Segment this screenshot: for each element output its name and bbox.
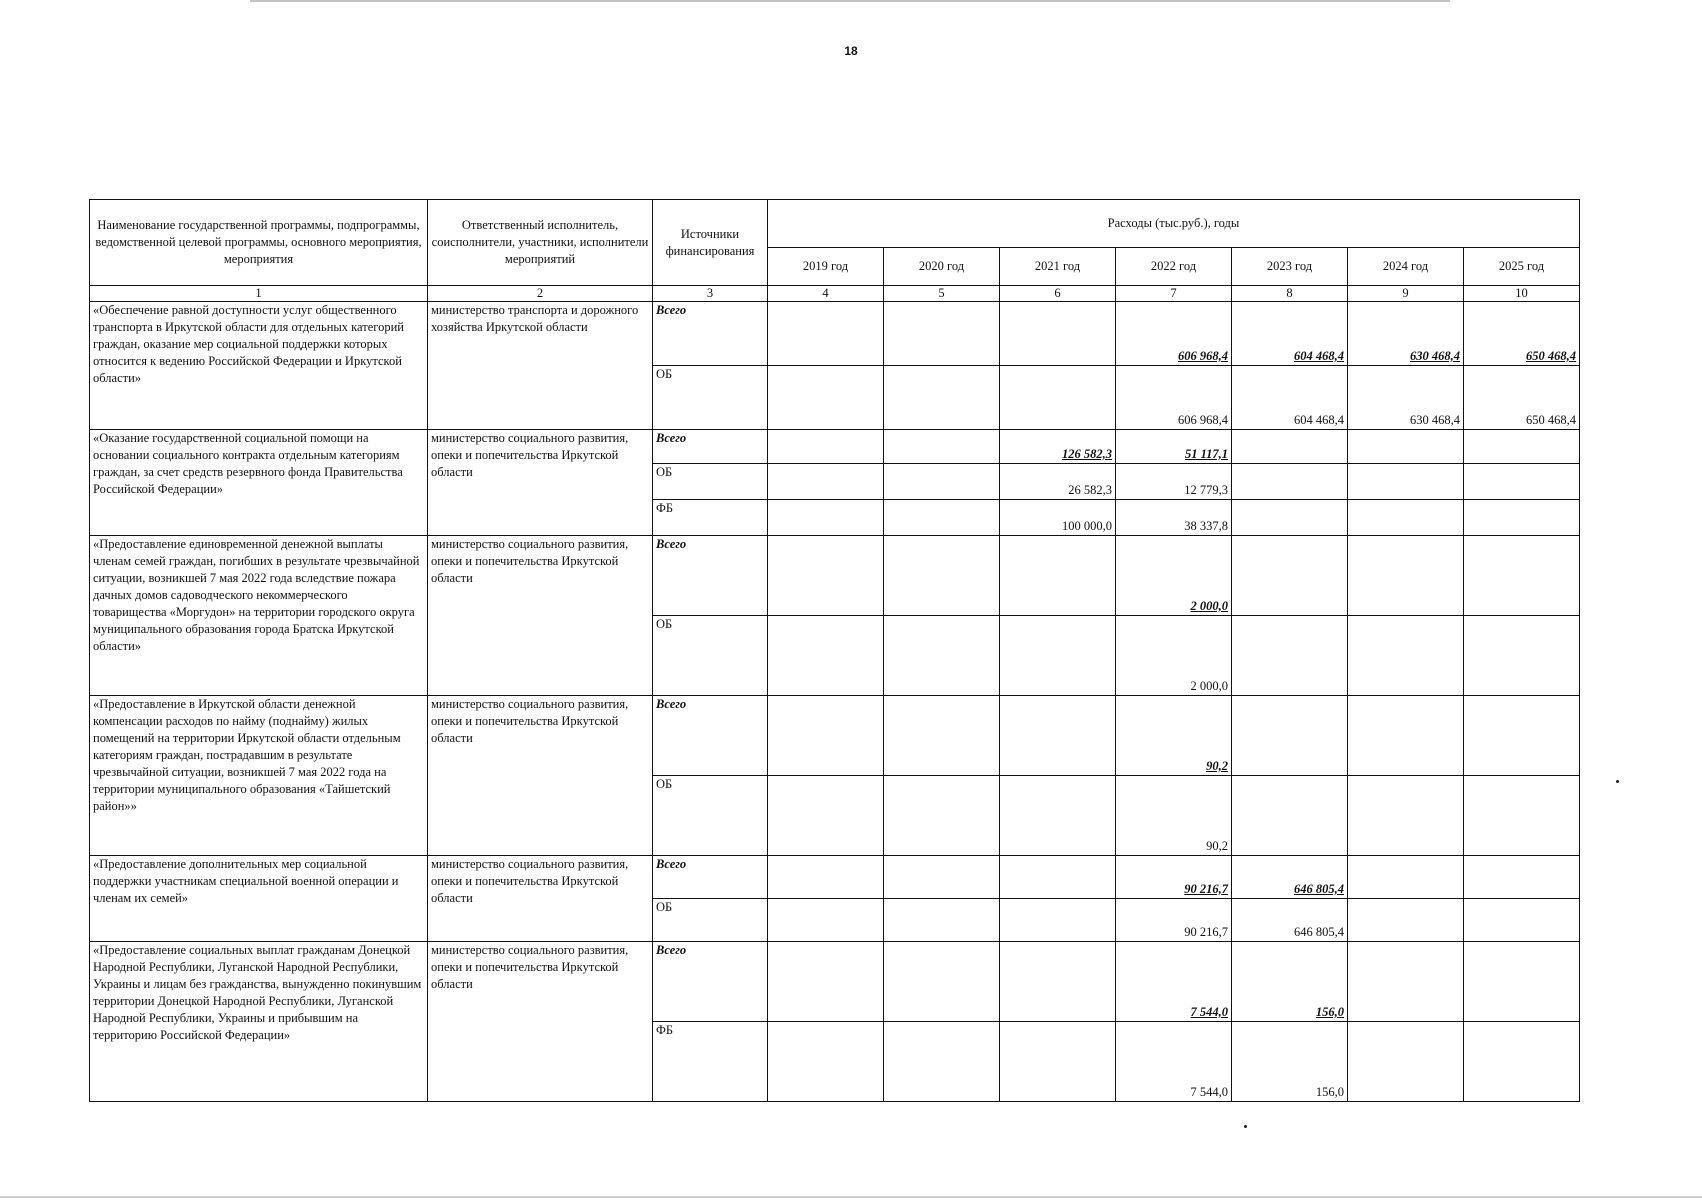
expense-value: 38 337,8 bbox=[1116, 500, 1232, 536]
expense-value bbox=[884, 430, 1000, 464]
table-row bbox=[90, 942, 1580, 1022]
funding-source: Всего bbox=[653, 430, 768, 464]
funding-source: ОБ bbox=[653, 616, 768, 696]
header-year: 2024 год bbox=[1348, 248, 1464, 286]
scan-edge-bottom bbox=[0, 1196, 1702, 1198]
measure-name: «Оказание государственной социальной помощи на основании социального контракта отдельным категориям граждан, за счет средств резервного фонда Правительства Российской Федерации» bbox=[90, 430, 428, 536]
header-executor: Ответственный исполнитель, соисполнители, участники, исполнители мероприятий bbox=[428, 200, 653, 286]
expense-value bbox=[1348, 536, 1464, 616]
column-number-row bbox=[90, 286, 1580, 302]
expense-value bbox=[1232, 500, 1348, 536]
expense-value: 606 968,4 bbox=[1116, 366, 1232, 430]
expense-value bbox=[768, 500, 884, 536]
responsible-executor: министерство транспорта и дорожного хозяйства Иркутской области bbox=[428, 302, 653, 430]
expense-value bbox=[1000, 366, 1116, 430]
expense-value bbox=[884, 536, 1000, 616]
expense-value bbox=[1348, 776, 1464, 856]
expense-value bbox=[884, 899, 1000, 942]
funding-source: Всего bbox=[653, 536, 768, 616]
expense-value bbox=[1232, 536, 1348, 616]
column-number: 1 bbox=[90, 286, 428, 302]
expense-value bbox=[884, 696, 1000, 776]
column-number: 10 bbox=[1464, 286, 1580, 302]
expense-value bbox=[1000, 899, 1116, 942]
expense-value bbox=[1348, 899, 1464, 942]
budget-table bbox=[89, 199, 1580, 1102]
header-year: 2021 год bbox=[1000, 248, 1116, 286]
expense-value bbox=[1232, 616, 1348, 696]
expense-value: 646 805,4 bbox=[1232, 899, 1348, 942]
expense-value bbox=[1464, 942, 1580, 1022]
header-year: 2022 год bbox=[1116, 248, 1232, 286]
responsible-executor: министерство социального развития, опеки и попечительства Иркутской области bbox=[428, 942, 653, 1102]
expense-value bbox=[1232, 776, 1348, 856]
header-name: Наименование государственной программы, подпрограммы, ведомственной целевой программы, основного мероприятия, мероприятия bbox=[90, 200, 428, 286]
table-row bbox=[90, 696, 1580, 776]
expense-value: 650 468,4 bbox=[1464, 302, 1580, 366]
table-row bbox=[90, 856, 1580, 899]
header-year: 2020 год bbox=[884, 248, 1000, 286]
funding-source: Всего bbox=[653, 302, 768, 366]
header-year: 2025 год bbox=[1464, 248, 1580, 286]
column-number: 7 bbox=[1116, 286, 1232, 302]
expense-value bbox=[1000, 776, 1116, 856]
expense-value bbox=[768, 430, 884, 464]
expense-value bbox=[1348, 430, 1464, 464]
funding-source: Всего bbox=[653, 942, 768, 1022]
expense-value: 90,2 bbox=[1116, 696, 1232, 776]
expense-value bbox=[768, 616, 884, 696]
funding-source: ОБ bbox=[653, 899, 768, 942]
expense-value bbox=[1348, 942, 1464, 1022]
expense-value: 51 117,1 bbox=[1116, 430, 1232, 464]
expense-value bbox=[768, 899, 884, 942]
responsible-executor: министерство социального развития, опеки и попечительства Иркутской области bbox=[428, 430, 653, 536]
funding-source: ФБ bbox=[653, 1022, 768, 1102]
funding-source: Всего bbox=[653, 856, 768, 899]
column-number: 2 bbox=[428, 286, 653, 302]
header-expenses: Расходы (тыс.руб.), годы bbox=[768, 200, 1580, 248]
expense-value bbox=[768, 464, 884, 500]
responsible-executor: министерство социального развития, опеки и попечительства Иркутской области bbox=[428, 696, 653, 856]
expense-value bbox=[768, 536, 884, 616]
expense-value bbox=[768, 942, 884, 1022]
expense-value bbox=[884, 500, 1000, 536]
expense-value: 90,2 bbox=[1116, 776, 1232, 856]
expense-value bbox=[768, 776, 884, 856]
column-number: 5 bbox=[884, 286, 1000, 302]
funding-source: ОБ bbox=[653, 464, 768, 500]
table-row bbox=[90, 536, 1580, 616]
measure-name: «Предоставление в Иркутской области денежной компенсации расходов по найму (поднайму) жилых помещений на территории Иркутской области отдельным категориям граждан, пострадавшим в результате чрезвычайной ситуации, возникшей 7 мая 2022 года на территории муниципального образования «Тайшетский район»» bbox=[90, 696, 428, 856]
expense-value bbox=[1348, 500, 1464, 536]
expense-value bbox=[884, 1022, 1000, 1102]
expense-value bbox=[1348, 1022, 1464, 1102]
expense-value bbox=[884, 464, 1000, 500]
expense-value bbox=[1232, 430, 1348, 464]
expense-value: 7 544,0 bbox=[1116, 942, 1232, 1022]
expense-value bbox=[884, 366, 1000, 430]
column-number: 3 bbox=[653, 286, 768, 302]
funding-source: Всего bbox=[653, 696, 768, 776]
table-row bbox=[90, 430, 1580, 464]
funding-source: ОБ bbox=[653, 776, 768, 856]
expense-value: 126 582,3 bbox=[1000, 430, 1116, 464]
expense-value bbox=[1348, 616, 1464, 696]
funding-source: ОБ bbox=[653, 366, 768, 430]
expense-value bbox=[1464, 856, 1580, 899]
expense-value bbox=[884, 776, 1000, 856]
expense-value bbox=[1000, 302, 1116, 366]
expense-value bbox=[768, 1022, 884, 1102]
expense-value: 12 779,3 bbox=[1116, 464, 1232, 500]
measure-name: «Предоставление социальных выплат гражданам Донецкой Народной Республики, Луганской Народной Республики, Украины и лицам без гражданства, вынужденно покинувшим территории Донецкой Народной Республики, Луганской Народной Республики, Украины и прибывшим на территорию Российской Федерации» bbox=[90, 942, 428, 1102]
expense-value: 100 000,0 bbox=[1000, 500, 1116, 536]
expense-value bbox=[1000, 616, 1116, 696]
expense-value bbox=[1464, 430, 1580, 464]
scan-speck bbox=[1616, 780, 1619, 783]
funding-source: ФБ bbox=[653, 500, 768, 536]
expense-value: 90 216,7 bbox=[1116, 899, 1232, 942]
expense-value bbox=[768, 366, 884, 430]
column-number: 4 bbox=[768, 286, 884, 302]
expense-value: 606 968,4 bbox=[1116, 302, 1232, 366]
expense-value: 156,0 bbox=[1232, 1022, 1348, 1102]
expense-value: 2 000,0 bbox=[1116, 536, 1232, 616]
expense-value bbox=[884, 616, 1000, 696]
measure-name: «Предоставление единовременной денежной выплаты членам семей граждан, погибших в результате чрезвычайной ситуации, возникшей 7 мая 2022 года вследствие пожара дачных домов садоводческого некоммерческого товарищества «Моргудон» на территории городского округа муниципального образования города Братска Иркутской области» bbox=[90, 536, 428, 696]
measure-name: «Предоставление дополнительных мер социальной поддержки участникам специальной военной операции и членам их семей» bbox=[90, 856, 428, 942]
expense-value bbox=[1000, 1022, 1116, 1102]
expense-value bbox=[768, 856, 884, 899]
expense-value: 2 000,0 bbox=[1116, 616, 1232, 696]
measure-name: «Обеспечение равной доступности услуг общественного транспорта в Иркутской области для отдельных категорий граждан, оказание мер социальной поддержки которых относится к ведению Российской Федерации и Иркутской области» bbox=[90, 302, 428, 430]
expense-value bbox=[768, 696, 884, 776]
expense-value bbox=[884, 302, 1000, 366]
expense-value: 156,0 bbox=[1232, 942, 1348, 1022]
budget-table-body bbox=[90, 302, 1580, 1102]
column-number: 8 bbox=[1232, 286, 1348, 302]
expense-value bbox=[1464, 536, 1580, 616]
scan-speck bbox=[1244, 1125, 1247, 1128]
expense-value: 90 216,7 bbox=[1116, 856, 1232, 899]
expense-value bbox=[1348, 856, 1464, 899]
header-year: 2023 год bbox=[1232, 248, 1348, 286]
table-row bbox=[90, 302, 1580, 366]
expense-value bbox=[884, 856, 1000, 899]
expense-value bbox=[1000, 856, 1116, 899]
responsible-executor: министерство социального развития, опеки и попечительства Иркутской области bbox=[428, 536, 653, 696]
expense-value: 646 805,4 bbox=[1232, 856, 1348, 899]
expense-value bbox=[1348, 464, 1464, 500]
page-number: 18 bbox=[844, 44, 858, 58]
column-number: 9 bbox=[1348, 286, 1464, 302]
expense-value bbox=[1348, 696, 1464, 776]
expense-value: 26 582,3 bbox=[1000, 464, 1116, 500]
expense-value bbox=[1464, 464, 1580, 500]
expense-value bbox=[1000, 942, 1116, 1022]
expense-value bbox=[1464, 616, 1580, 696]
column-number: 6 bbox=[1000, 286, 1116, 302]
responsible-executor: министерство социального развития, опеки и попечительства Иркутской области bbox=[428, 856, 653, 942]
expense-value: 604 468,4 bbox=[1232, 302, 1348, 366]
expense-value bbox=[1464, 776, 1580, 856]
expense-value bbox=[1464, 696, 1580, 776]
expense-value bbox=[1232, 464, 1348, 500]
expense-value bbox=[1464, 899, 1580, 942]
header-source: Источники финансирования bbox=[653, 200, 768, 286]
expense-value: 7 544,0 bbox=[1116, 1022, 1232, 1102]
expense-value bbox=[884, 942, 1000, 1022]
expense-value: 604 468,4 bbox=[1232, 366, 1348, 430]
scan-edge-top bbox=[250, 0, 1450, 2]
expense-value bbox=[1232, 696, 1348, 776]
header-year: 2019 год bbox=[768, 248, 884, 286]
expense-value bbox=[1000, 536, 1116, 616]
expense-value bbox=[1464, 500, 1580, 536]
expense-value bbox=[1000, 696, 1116, 776]
expense-value: 630 468,4 bbox=[1348, 366, 1464, 430]
expense-value bbox=[1464, 1022, 1580, 1102]
expense-value: 650 468,4 bbox=[1464, 366, 1580, 430]
expense-value bbox=[768, 302, 884, 366]
expense-value: 630 468,4 bbox=[1348, 302, 1464, 366]
